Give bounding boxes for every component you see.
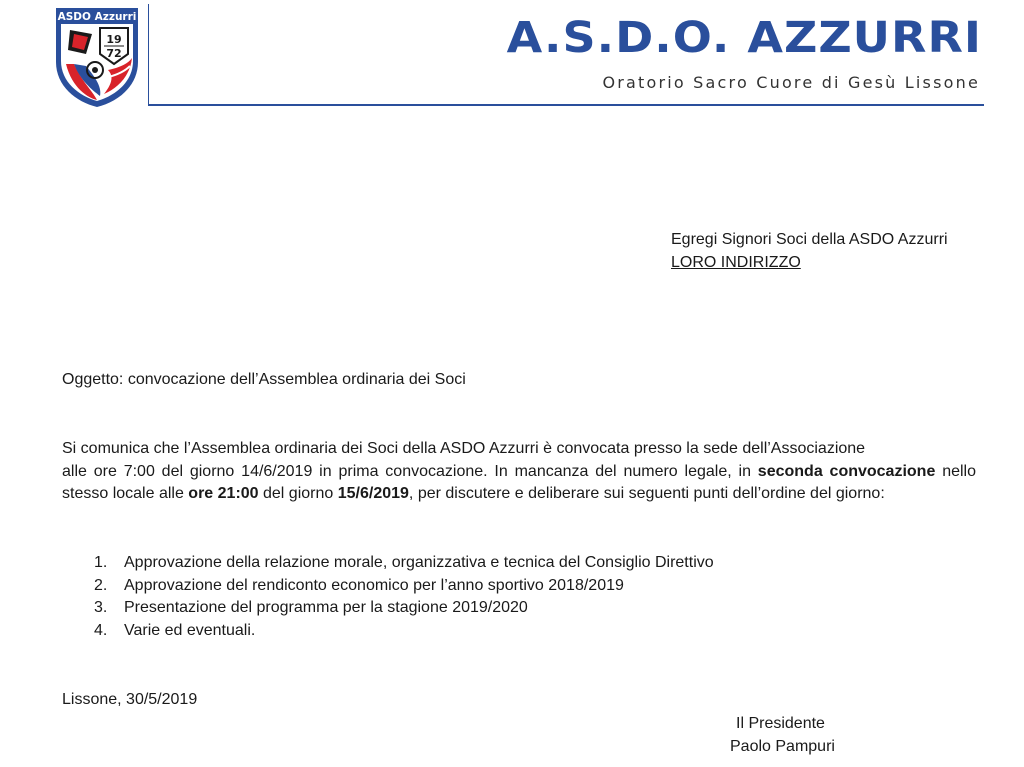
body-line-1: Si comunica che l’Assemblea ordinaria dei Soci della ASDO Azzurri è convocata presso la sede dell’Associazione [62, 440, 866, 457]
crest-year-top: 19 [106, 33, 122, 46]
agenda-text: Varie ed eventuali. [124, 621, 256, 639]
agenda-list [62, 552, 714, 642]
body-text-c: del giorno [258, 485, 338, 502]
body-bold-date: 15/6/2019 [337, 485, 409, 502]
agenda-item [62, 575, 714, 598]
agenda-number: 3. [94, 599, 108, 616]
signer-role: Il Presidente [736, 715, 825, 732]
agenda-item [62, 597, 714, 620]
agenda-text: Approvazione del rendiconto economico per l’anno sportivo 2018/2019 [124, 576, 624, 594]
recipient-line: Egregi Signori Soci della ASDO Azzurri [671, 231, 948, 248]
agenda-number: 2. [94, 576, 108, 594]
letter-body [62, 438, 976, 506]
brand-name: A.S.D.O. AZZURRI [506, 12, 982, 62]
body-bold-second-call: seconda convocazione [757, 462, 936, 480]
body-text-b: nello stesso locale alle [62, 462, 976, 502]
crest-year-bottom: 72 [106, 47, 122, 60]
recipient-address: LORO INDIRIZZO [671, 254, 801, 271]
body-text-a: alle ore 7:00 del giorno 14/6/2019 in prima convocazione. In mancanza del numero legale, in [62, 462, 758, 480]
club-crest-logo [52, 4, 142, 108]
body-text-d: , per discutere e deliberare sui seguenti punti dell’ordine del giorno: [408, 485, 885, 502]
agenda-item [62, 620, 714, 643]
letter-subject: Oggetto: convocazione dell’Assemblea ordinaria dei Soci [62, 371, 466, 388]
agenda-item [62, 552, 714, 575]
agenda-text: Presentazione del programma per la stagione 2019/2020 [124, 599, 528, 616]
header-horizontal-rule [148, 104, 984, 106]
header-vertical-rule [148, 4, 149, 106]
agenda-number: 1. [94, 554, 108, 571]
body-bold-time: ore 21:00 [188, 485, 259, 502]
agenda-text: Approvazione della relazione morale, organizzativa e tecnica del Consiglio Direttivo [124, 554, 714, 571]
body-paragraph [62, 461, 976, 506]
place-date: Lissone, 30/5/2019 [62, 691, 198, 708]
crest-name-text: ASDO Azzurri [57, 11, 137, 23]
signer-name: Paolo Pampuri [730, 738, 835, 755]
recipient-block [671, 228, 948, 274]
brand-tagline: Oratorio Sacro Cuore di Gesù Lissone [602, 73, 980, 92]
agenda-number: 4. [94, 621, 108, 639]
